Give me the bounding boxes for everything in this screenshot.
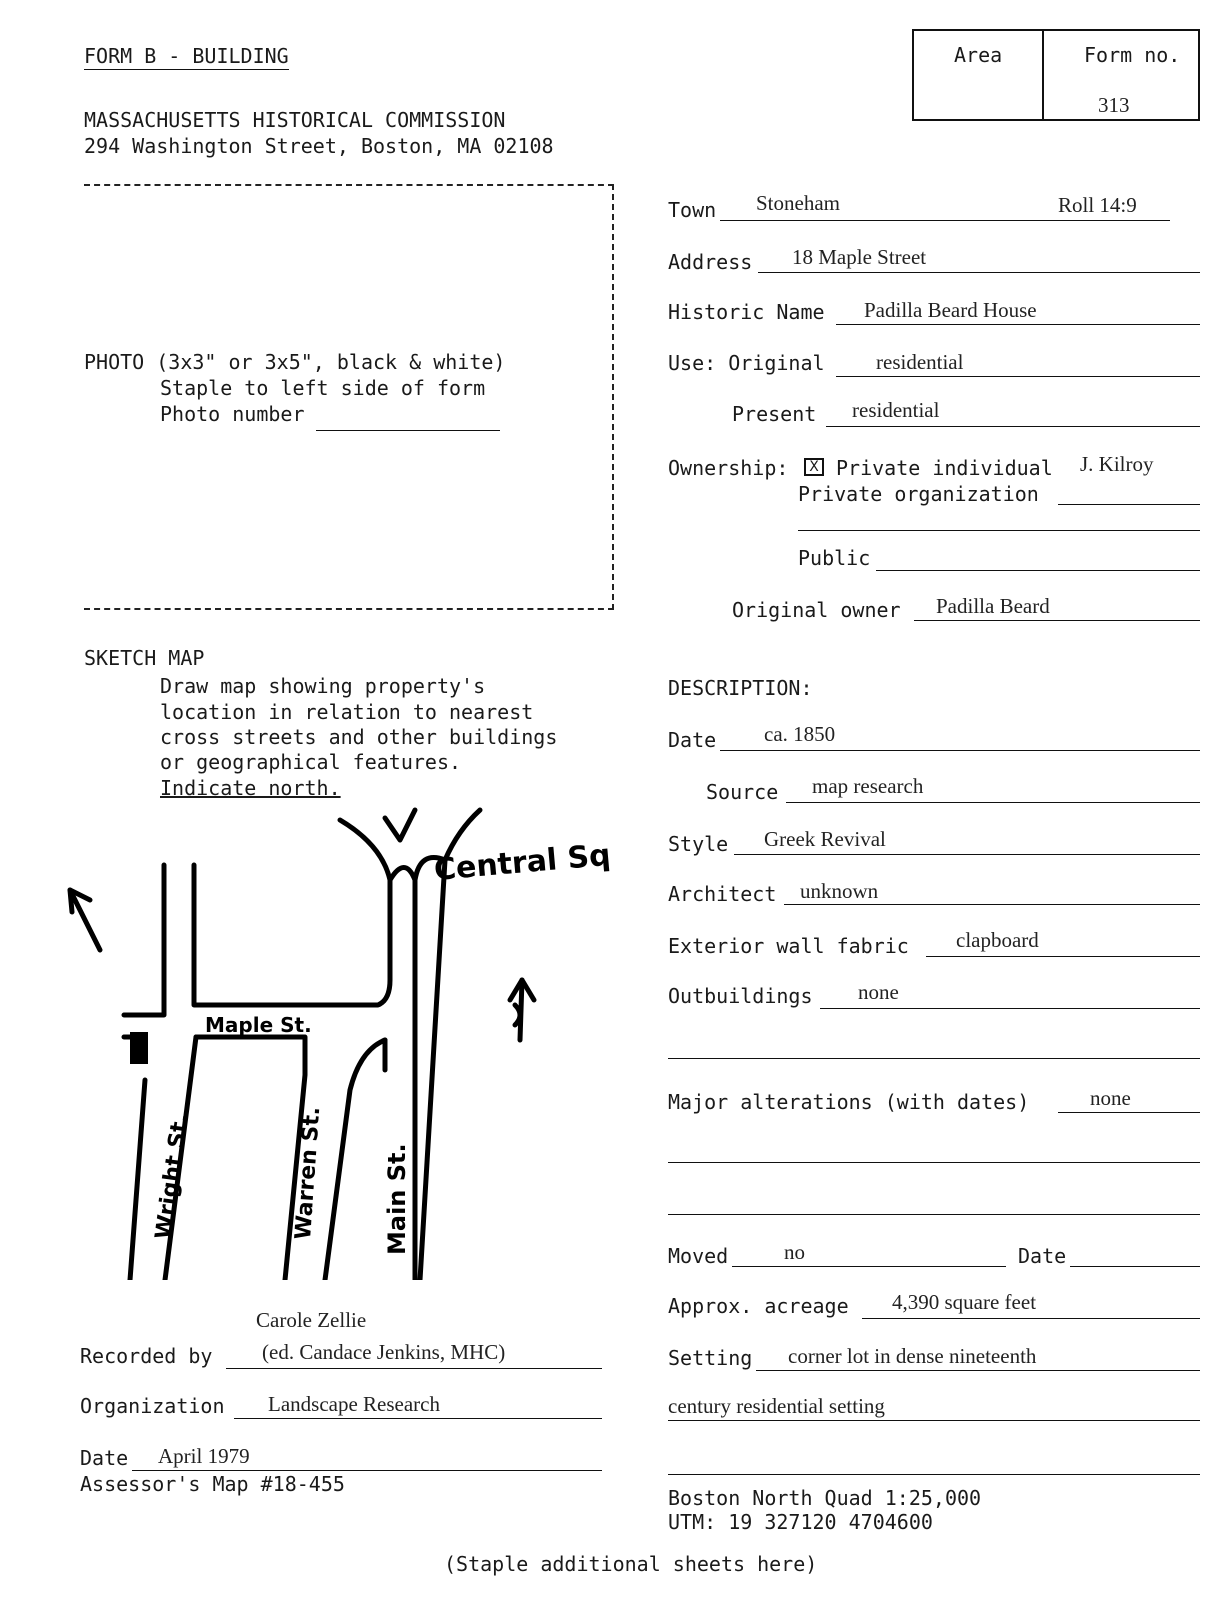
date-value: ca. 1850 — [764, 722, 836, 746]
wall-fabric-label: Exterior wall fabric — [668, 934, 909, 958]
record-date-value: April 1979 — [158, 1444, 250, 1468]
moved-date-field[interactable] — [1070, 1266, 1200, 1267]
form-title: FORM B - BUILDING — [84, 44, 289, 68]
style-value: Greek Revival — [764, 827, 886, 851]
sketch-map-title: SKETCH MAP — [84, 646, 205, 670]
outbuildings-field[interactable] — [820, 1008, 1200, 1009]
record-date-field[interactable] — [132, 1470, 602, 1471]
sketch-instruction-line: or geographical features. — [160, 750, 462, 774]
moved-date-label: Date — [1018, 1244, 1067, 1268]
form-number-label: Form no. — [1084, 43, 1181, 67]
original-owner-field[interactable] — [914, 620, 1200, 621]
main-st-label: Main St. — [383, 1143, 411, 1255]
sketch-instruction-line: Draw map showing property's — [160, 674, 486, 698]
private-individual-checkbox[interactable]: X — [804, 458, 824, 476]
photo-instructions: PHOTO (3x3" or 3x5", black & white) — [84, 350, 506, 374]
wall-fabric-field[interactable] — [926, 956, 1200, 957]
use-original-value: residential — [876, 350, 964, 374]
moved-field[interactable] — [732, 1266, 1006, 1267]
source-field[interactable] — [786, 802, 1200, 803]
style-field[interactable] — [734, 854, 1200, 855]
address-field[interactable] — [758, 272, 1200, 273]
private-organization-field[interactable] — [1058, 504, 1200, 505]
organization-field[interactable] — [234, 1418, 602, 1419]
setting-value-line2: century residential setting — [668, 1394, 885, 1418]
description-heading: DESCRIPTION: — [668, 676, 813, 700]
ownership-label: Ownership: — [668, 456, 789, 480]
use-original-label: Use: Original — [668, 351, 825, 375]
outbuildings-value: none — [858, 980, 899, 1004]
road-edge — [124, 865, 164, 1015]
source-label: Source — [706, 780, 779, 804]
moved-label: Moved — [668, 1244, 729, 1268]
building-marker — [130, 1032, 148, 1064]
town-value: Stoneham — [756, 191, 840, 215]
photo-staple-note: Staple to left side of form — [160, 376, 486, 400]
recorded-by-label: Recorded by — [80, 1344, 213, 1368]
sketch-instruction-line: Indicate north. — [160, 776, 341, 800]
alterations-label: Major alterations (with dates) — [668, 1090, 1030, 1114]
private-individual-label: Private individual — [836, 456, 1053, 480]
public-field[interactable] — [876, 570, 1200, 571]
utm-reference: UTM: 19 327120 4704600 — [668, 1510, 933, 1534]
alterations-field-2[interactable] — [668, 1162, 1200, 1163]
outbuildings-label: Outbuildings — [668, 984, 813, 1008]
photo-number-label: Photo number — [160, 402, 305, 426]
sketch-instruction-line: cross streets and other buildings — [160, 725, 558, 749]
town-label: Town — [668, 198, 717, 222]
record-date-label: Date — [80, 1446, 129, 1470]
photo-number-field[interactable] — [316, 430, 500, 431]
warren-st-label: Warren St. — [291, 1105, 326, 1241]
assessor-map-number: Assessor's Map #18-455 — [80, 1472, 345, 1496]
road-edge — [194, 820, 390, 1005]
setting-field[interactable] — [756, 1370, 1200, 1371]
recorded-by-editor: (ed. Candace Jenkins, MHC) — [262, 1340, 506, 1364]
acreage-field[interactable] — [862, 1318, 1200, 1319]
setting-label: Setting — [668, 1346, 753, 1370]
architect-value: unknown — [800, 879, 879, 903]
roll-number: Roll 14:9 — [1058, 193, 1137, 217]
date-label: Date — [668, 728, 717, 752]
setting-value-line1: corner lot in dense nineteenth — [788, 1344, 1037, 1368]
agency-address: 294 Washington Street, Boston, MA 02108 — [84, 134, 554, 158]
sketch-instruction-line: location in relation to nearest — [160, 700, 534, 724]
alterations-field-3[interactable] — [668, 1214, 1200, 1215]
original-owner-label: Original owner — [732, 598, 901, 622]
organization-label: Organization — [80, 1394, 225, 1418]
town-field[interactable] — [720, 220, 1170, 221]
present-use-value: residential — [852, 398, 940, 422]
date-field[interactable] — [720, 750, 1200, 751]
address-value: 18 Maple Street — [792, 245, 927, 269]
acreage-value: 4,390 square feet — [892, 1290, 1037, 1314]
warren-st-edge — [196, 1037, 305, 1280]
architect-label: Architect — [668, 882, 777, 906]
historic-name-value: Padilla Beard House — [864, 298, 1037, 322]
alterations-field[interactable] — [1058, 1112, 1200, 1113]
source-value: map research — [812, 774, 924, 798]
alterations-value: none — [1090, 1086, 1131, 1110]
historic-name-label: Historic Name — [668, 300, 825, 324]
maple-st-label: Maple St. — [205, 1013, 312, 1037]
quad-reference: Boston North Quad 1:25,000 — [668, 1486, 982, 1510]
historic-name-field[interactable] — [836, 324, 1200, 325]
outbuildings-field-2[interactable] — [668, 1058, 1200, 1059]
private-organization-field-2[interactable] — [798, 530, 1200, 531]
area-label: Area — [954, 43, 1003, 67]
setting-field-3[interactable] — [668, 1474, 1200, 1475]
original-owner-value: Padilla Beard — [936, 594, 1050, 618]
style-label: Style — [668, 832, 729, 856]
public-label: Public — [798, 546, 871, 570]
architect-field[interactable] — [784, 904, 1200, 905]
present-use-label: Present — [732, 402, 817, 426]
moved-value: no — [784, 1240, 805, 1264]
acreage-label: Approx. acreage — [668, 1294, 849, 1318]
agency-name: MASSACHUSETTS HISTORICAL COMMISSION — [84, 108, 506, 132]
sketch-map — [60, 800, 640, 1280]
private-organization-label: Private organization — [798, 482, 1039, 506]
organization-value: Landscape Research — [268, 1392, 440, 1416]
central-sq-label: Central Sq — [432, 837, 612, 888]
area-form-number-box — [912, 29, 1200, 121]
wall-fabric-value: clapboard — [956, 928, 1039, 952]
form-number-value: 313 — [1098, 93, 1130, 117]
recorded-by-field[interactable] — [226, 1368, 602, 1369]
footer-note: (Staple additional sheets here) — [444, 1552, 818, 1576]
present-use-field[interactable] — [826, 426, 1200, 427]
private-individual-value: J. Kilroy — [1080, 452, 1154, 476]
address-label: Address — [668, 250, 753, 274]
setting-field-2[interactable] — [668, 1420, 1200, 1421]
wright-st-label: Wright St. — [151, 1112, 194, 1241]
recorded-by-value: Carole Zellie — [256, 1308, 367, 1332]
use-original-field[interactable] — [836, 376, 1200, 377]
